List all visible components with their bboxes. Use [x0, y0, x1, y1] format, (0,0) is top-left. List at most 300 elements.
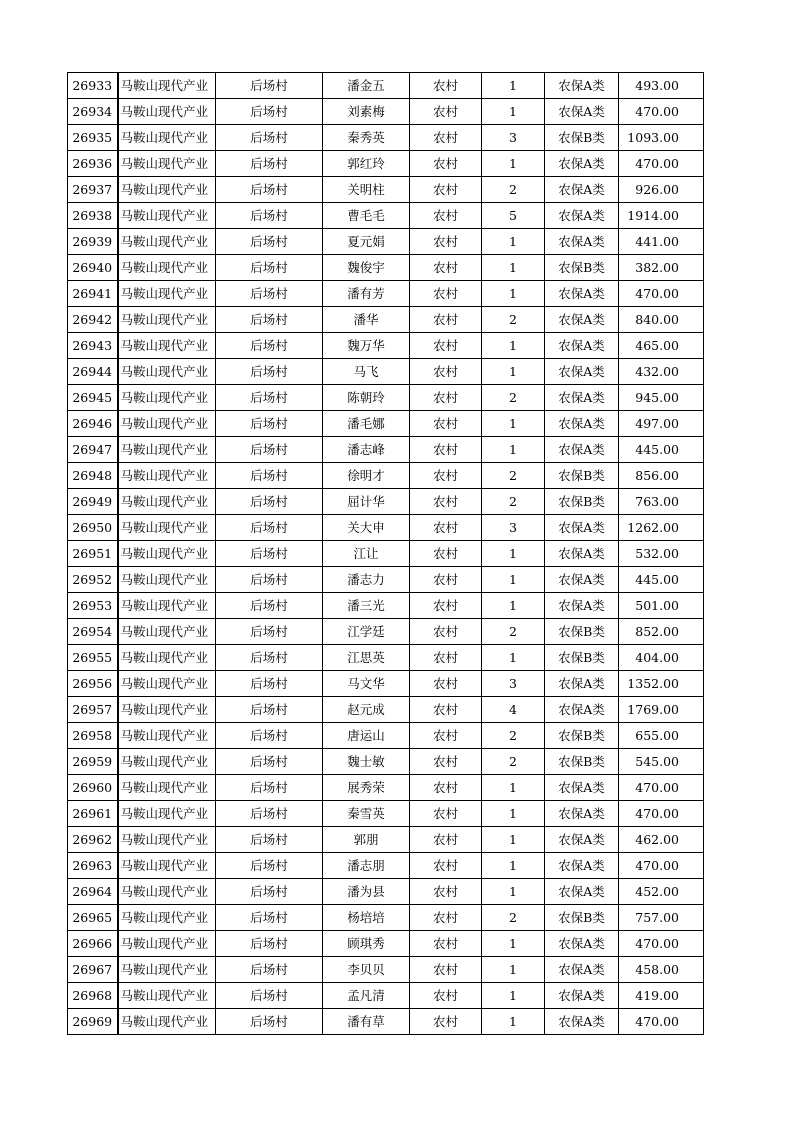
cell-village: 后场村 [216, 463, 323, 489]
cell-village: 后场村 [216, 489, 323, 515]
cell-amount: 465.00 [619, 333, 704, 359]
table-row [68, 125, 704, 151]
cell-person-name: 展秀荣 [323, 775, 410, 801]
cell-person-name: 魏万华 [323, 333, 410, 359]
cell-insurance-class: 农保A类 [545, 879, 619, 905]
cell-org-name: 马鞍山现代产业 [118, 333, 216, 359]
cell-insurance-class: 农保A类 [545, 333, 619, 359]
cell-amount: 470.00 [619, 281, 704, 307]
cell-row-id: 26935 [68, 125, 118, 151]
cell-org-name: 马鞍山现代产业 [118, 489, 216, 515]
table-row [68, 645, 704, 671]
cell-org-name: 马鞍山现代产业 [118, 255, 216, 281]
cell-amount: 432.00 [619, 359, 704, 385]
cell-row-id: 26947 [68, 437, 118, 463]
table-row [68, 515, 704, 541]
table-row [68, 99, 704, 125]
cell-person-name: 杨培培 [323, 905, 410, 931]
cell-amount: 1093.00 [619, 125, 704, 151]
cell-person-name: 江学廷 [323, 619, 410, 645]
cell-row-id: 26942 [68, 307, 118, 333]
cell-row-id: 26953 [68, 593, 118, 619]
cell-row-id: 26957 [68, 697, 118, 723]
table-row [68, 593, 704, 619]
cell-village: 后场村 [216, 645, 323, 671]
cell-insurance-class: 农保A类 [545, 411, 619, 437]
cell-insurance-class: 农保A类 [545, 203, 619, 229]
cell-row-id: 26934 [68, 99, 118, 125]
cell-area-type: 农村 [410, 515, 482, 541]
cell-village: 后场村 [216, 801, 323, 827]
cell-amount: 470.00 [619, 853, 704, 879]
cell-org-name: 马鞍山现代产业 [118, 749, 216, 775]
table-row [68, 151, 704, 177]
cell-village: 后场村 [216, 697, 323, 723]
cell-insurance-class: 农保A类 [545, 99, 619, 125]
cell-amount: 382.00 [619, 255, 704, 281]
cell-village: 后场村 [216, 541, 323, 567]
cell-member-count: 1 [482, 931, 545, 957]
cell-amount: 532.00 [619, 541, 704, 567]
cell-village: 后场村 [216, 281, 323, 307]
cell-insurance-class: 农保A类 [545, 671, 619, 697]
cell-amount: 493.00 [619, 73, 704, 99]
cell-insurance-class: 农保B类 [545, 463, 619, 489]
cell-insurance-class: 农保A类 [545, 931, 619, 957]
cell-insurance-class: 农保A类 [545, 983, 619, 1009]
cell-area-type: 农村 [410, 879, 482, 905]
cell-org-name: 马鞍山现代产业 [118, 853, 216, 879]
cell-person-name: 孟凡清 [323, 983, 410, 1009]
cell-amount: 470.00 [619, 931, 704, 957]
cell-insurance-class: 农保A类 [545, 73, 619, 99]
table-row [68, 411, 704, 437]
cell-village: 后场村 [216, 957, 323, 983]
cell-insurance-class: 农保B类 [545, 905, 619, 931]
cell-row-id: 26943 [68, 333, 118, 359]
cell-org-name: 马鞍山现代产业 [118, 619, 216, 645]
cell-member-count: 2 [482, 385, 545, 411]
cell-member-count: 3 [482, 125, 545, 151]
cell-village: 后场村 [216, 723, 323, 749]
cell-row-id: 26959 [68, 749, 118, 775]
cell-row-id: 26968 [68, 983, 118, 1009]
cell-person-name: 潘有芳 [323, 281, 410, 307]
cell-area-type: 农村 [410, 853, 482, 879]
cell-row-id: 26962 [68, 827, 118, 853]
cell-village: 后场村 [216, 567, 323, 593]
table-row [68, 281, 704, 307]
cell-village: 后场村 [216, 931, 323, 957]
cell-insurance-class: 农保A类 [545, 307, 619, 333]
cell-person-name: 潘志峰 [323, 437, 410, 463]
cell-row-id: 26967 [68, 957, 118, 983]
cell-amount: 1914.00 [619, 203, 704, 229]
cell-amount: 945.00 [619, 385, 704, 411]
cell-row-id: 26961 [68, 801, 118, 827]
cell-insurance-class: 农保A类 [545, 229, 619, 255]
cell-area-type: 农村 [410, 73, 482, 99]
cell-org-name: 马鞍山现代产业 [118, 437, 216, 463]
cell-person-name: 潘毛娜 [323, 411, 410, 437]
cell-member-count: 2 [482, 723, 545, 749]
cell-area-type: 农村 [410, 801, 482, 827]
cell-amount: 497.00 [619, 411, 704, 437]
cell-person-name: 秦雪英 [323, 801, 410, 827]
cell-member-count: 1 [482, 853, 545, 879]
cell-person-name: 潘志力 [323, 567, 410, 593]
table-row [68, 983, 704, 1009]
cell-amount: 404.00 [619, 645, 704, 671]
cell-person-name: 赵元成 [323, 697, 410, 723]
cell-village: 后场村 [216, 359, 323, 385]
table-row [68, 1009, 704, 1035]
cell-org-name: 马鞍山现代产业 [118, 645, 216, 671]
cell-org-name: 马鞍山现代产业 [118, 723, 216, 749]
cell-area-type: 农村 [410, 385, 482, 411]
cell-person-name: 潘为县 [323, 879, 410, 905]
cell-village: 后场村 [216, 73, 323, 99]
cell-area-type: 农村 [410, 593, 482, 619]
cell-amount: 458.00 [619, 957, 704, 983]
cell-area-type: 农村 [410, 151, 482, 177]
cell-amount: 763.00 [619, 489, 704, 515]
cell-village: 后场村 [216, 905, 323, 931]
cell-village: 后场村 [216, 879, 323, 905]
cell-insurance-class: 农保A类 [545, 697, 619, 723]
cell-member-count: 1 [482, 983, 545, 1009]
cell-member-count: 1 [482, 775, 545, 801]
cell-area-type: 农村 [410, 775, 482, 801]
table-row [68, 697, 704, 723]
cell-member-count: 2 [482, 619, 545, 645]
cell-village: 后场村 [216, 411, 323, 437]
cell-member-count: 1 [482, 801, 545, 827]
cell-insurance-class: 农保A类 [545, 541, 619, 567]
cell-amount: 452.00 [619, 879, 704, 905]
cell-row-id: 26946 [68, 411, 118, 437]
cell-village: 后场村 [216, 333, 323, 359]
cell-village: 后场村 [216, 671, 323, 697]
cell-insurance-class: 农保A类 [545, 853, 619, 879]
table-row [68, 879, 704, 905]
cell-member-count: 1 [482, 411, 545, 437]
cell-amount: 470.00 [619, 775, 704, 801]
cell-amount: 545.00 [619, 749, 704, 775]
cell-area-type: 农村 [410, 957, 482, 983]
cell-area-type: 农村 [410, 489, 482, 515]
cell-insurance-class: 农保A类 [545, 437, 619, 463]
table-row [68, 827, 704, 853]
cell-insurance-class: 农保A类 [545, 177, 619, 203]
table-row [68, 229, 704, 255]
cell-area-type: 农村 [410, 359, 482, 385]
cell-member-count: 1 [482, 73, 545, 99]
cell-member-count: 5 [482, 203, 545, 229]
cell-amount: 441.00 [619, 229, 704, 255]
cell-person-name: 李贝贝 [323, 957, 410, 983]
cell-village: 后场村 [216, 593, 323, 619]
cell-person-name: 魏俊宇 [323, 255, 410, 281]
cell-person-name: 马文华 [323, 671, 410, 697]
cell-person-name: 刘素梅 [323, 99, 410, 125]
cell-amount: 462.00 [619, 827, 704, 853]
cell-row-id: 26933 [68, 73, 118, 99]
cell-village: 后场村 [216, 619, 323, 645]
cell-area-type: 农村 [410, 463, 482, 489]
cell-row-id: 26944 [68, 359, 118, 385]
cell-person-name: 潘华 [323, 307, 410, 333]
cell-village: 后场村 [216, 749, 323, 775]
table-row [68, 957, 704, 983]
table-row [68, 177, 704, 203]
cell-org-name: 马鞍山现代产业 [118, 463, 216, 489]
cell-insurance-class: 农保B类 [545, 125, 619, 151]
cell-amount: 852.00 [619, 619, 704, 645]
cell-amount: 501.00 [619, 593, 704, 619]
cell-area-type: 农村 [410, 203, 482, 229]
cell-member-count: 1 [482, 879, 545, 905]
cell-area-type: 农村 [410, 99, 482, 125]
cell-area-type: 农村 [410, 983, 482, 1009]
cell-amount: 840.00 [619, 307, 704, 333]
cell-member-count: 1 [482, 645, 545, 671]
cell-org-name: 马鞍山现代产业 [118, 879, 216, 905]
cell-org-name: 马鞍山现代产业 [118, 1009, 216, 1035]
cell-row-id: 26937 [68, 177, 118, 203]
cell-village: 后场村 [216, 983, 323, 1009]
cell-person-name: 江让 [323, 541, 410, 567]
cell-row-id: 26948 [68, 463, 118, 489]
table-row [68, 931, 704, 957]
data-table [67, 72, 704, 1035]
cell-insurance-class: 农保A类 [545, 359, 619, 385]
cell-person-name: 潘金五 [323, 73, 410, 99]
cell-org-name: 马鞍山现代产业 [118, 515, 216, 541]
cell-person-name: 秦秀英 [323, 125, 410, 151]
cell-village: 后场村 [216, 229, 323, 255]
cell-insurance-class: 农保B类 [545, 619, 619, 645]
cell-area-type: 农村 [410, 125, 482, 151]
cell-member-count: 1 [482, 151, 545, 177]
cell-member-count: 1 [482, 281, 545, 307]
table-row [68, 905, 704, 931]
cell-org-name: 马鞍山现代产业 [118, 567, 216, 593]
cell-person-name: 郭红玲 [323, 151, 410, 177]
cell-member-count: 3 [482, 515, 545, 541]
cell-area-type: 农村 [410, 281, 482, 307]
cell-insurance-class: 农保A类 [545, 1009, 619, 1035]
cell-person-name: 夏元娟 [323, 229, 410, 255]
cell-row-id: 26963 [68, 853, 118, 879]
table-row [68, 671, 704, 697]
cell-person-name: 屈计华 [323, 489, 410, 515]
cell-area-type: 农村 [410, 567, 482, 593]
cell-village: 后场村 [216, 177, 323, 203]
cell-person-name: 顾琪秀 [323, 931, 410, 957]
table-row [68, 567, 704, 593]
cell-insurance-class: 农保A类 [545, 151, 619, 177]
cell-area-type: 农村 [410, 229, 482, 255]
cell-area-type: 农村 [410, 411, 482, 437]
cell-amount: 470.00 [619, 801, 704, 827]
cell-amount: 1262.00 [619, 515, 704, 541]
cell-row-id: 26969 [68, 1009, 118, 1035]
cell-org-name: 马鞍山现代产业 [118, 125, 216, 151]
cell-amount: 926.00 [619, 177, 704, 203]
cell-person-name: 曹毛毛 [323, 203, 410, 229]
cell-area-type: 农村 [410, 723, 482, 749]
table-row [68, 437, 704, 463]
cell-row-id: 26964 [68, 879, 118, 905]
cell-area-type: 农村 [410, 645, 482, 671]
cell-amount: 470.00 [619, 1009, 704, 1035]
cell-village: 后场村 [216, 853, 323, 879]
cell-member-count: 1 [482, 437, 545, 463]
cell-amount: 856.00 [619, 463, 704, 489]
cell-insurance-class: 农保A类 [545, 385, 619, 411]
cell-insurance-class: 农保B类 [545, 255, 619, 281]
cell-row-id: 26965 [68, 905, 118, 931]
cell-org-name: 马鞍山现代产业 [118, 229, 216, 255]
cell-amount: 470.00 [619, 99, 704, 125]
cell-insurance-class: 农保B类 [545, 749, 619, 775]
cell-area-type: 农村 [410, 931, 482, 957]
cell-member-count: 2 [482, 749, 545, 775]
cell-member-count: 2 [482, 307, 545, 333]
cell-insurance-class: 农保A类 [545, 957, 619, 983]
cell-org-name: 马鞍山现代产业 [118, 177, 216, 203]
cell-row-id: 26955 [68, 645, 118, 671]
cell-amount: 1352.00 [619, 671, 704, 697]
cell-village: 后场村 [216, 255, 323, 281]
cell-org-name: 马鞍山现代产业 [118, 411, 216, 437]
cell-village: 后场村 [216, 775, 323, 801]
cell-org-name: 马鞍山现代产业 [118, 151, 216, 177]
cell-area-type: 农村 [410, 619, 482, 645]
cell-org-name: 马鞍山现代产业 [118, 801, 216, 827]
cell-row-id: 26939 [68, 229, 118, 255]
cell-org-name: 马鞍山现代产业 [118, 697, 216, 723]
cell-amount: 1769.00 [619, 697, 704, 723]
cell-org-name: 马鞍山现代产业 [118, 281, 216, 307]
cell-village: 后场村 [216, 827, 323, 853]
cell-village: 后场村 [216, 125, 323, 151]
cell-org-name: 马鞍山现代产业 [118, 307, 216, 333]
cell-village: 后场村 [216, 151, 323, 177]
cell-row-id: 26938 [68, 203, 118, 229]
cell-row-id: 26936 [68, 151, 118, 177]
cell-village: 后场村 [216, 515, 323, 541]
cell-area-type: 农村 [410, 671, 482, 697]
cell-row-id: 26940 [68, 255, 118, 281]
cell-village: 后场村 [216, 1009, 323, 1035]
cell-member-count: 1 [482, 333, 545, 359]
cell-area-type: 农村 [410, 697, 482, 723]
cell-org-name: 马鞍山现代产业 [118, 99, 216, 125]
table-row [68, 73, 704, 99]
cell-member-count: 3 [482, 671, 545, 697]
cell-row-id: 26945 [68, 385, 118, 411]
cell-insurance-class: 农保B类 [545, 723, 619, 749]
table-row [68, 489, 704, 515]
cell-org-name: 马鞍山现代产业 [118, 671, 216, 697]
cell-area-type: 农村 [410, 255, 482, 281]
cell-row-id: 26949 [68, 489, 118, 515]
cell-area-type: 农村 [410, 749, 482, 775]
cell-area-type: 农村 [410, 905, 482, 931]
cell-member-count: 1 [482, 99, 545, 125]
table-row [68, 749, 704, 775]
cell-row-id: 26941 [68, 281, 118, 307]
cell-member-count: 1 [482, 1009, 545, 1035]
cell-area-type: 农村 [410, 177, 482, 203]
cell-org-name: 马鞍山现代产业 [118, 385, 216, 411]
cell-area-type: 农村 [410, 827, 482, 853]
table-row [68, 463, 704, 489]
table-row [68, 723, 704, 749]
cell-row-id: 26958 [68, 723, 118, 749]
cell-insurance-class: 农保B类 [545, 489, 619, 515]
cell-amount: 445.00 [619, 437, 704, 463]
cell-insurance-class: 农保A类 [545, 567, 619, 593]
cell-insurance-class: 农保A类 [545, 281, 619, 307]
cell-member-count: 2 [482, 463, 545, 489]
cell-village: 后场村 [216, 203, 323, 229]
cell-org-name: 马鞍山现代产业 [118, 905, 216, 931]
cell-org-name: 马鞍山现代产业 [118, 359, 216, 385]
cell-person-name: 潘有草 [323, 1009, 410, 1035]
cell-insurance-class: 农保A类 [545, 775, 619, 801]
table-row [68, 619, 704, 645]
cell-member-count: 1 [482, 593, 545, 619]
cell-member-count: 1 [482, 255, 545, 281]
table-row [68, 307, 704, 333]
table-row [68, 385, 704, 411]
cell-amount: 445.00 [619, 567, 704, 593]
cell-row-id: 26960 [68, 775, 118, 801]
cell-org-name: 马鞍山现代产业 [118, 931, 216, 957]
cell-member-count: 1 [482, 957, 545, 983]
cell-area-type: 农村 [410, 437, 482, 463]
cell-org-name: 马鞍山现代产业 [118, 203, 216, 229]
cell-row-id: 26956 [68, 671, 118, 697]
cell-area-type: 农村 [410, 333, 482, 359]
cell-person-name: 潘三光 [323, 593, 410, 619]
table-row [68, 255, 704, 281]
cell-row-id: 26951 [68, 541, 118, 567]
cell-person-name: 潘志朋 [323, 853, 410, 879]
cell-area-type: 农村 [410, 1009, 482, 1035]
cell-person-name: 江思英 [323, 645, 410, 671]
table-row [68, 801, 704, 827]
cell-insurance-class: 农保A类 [545, 827, 619, 853]
cell-village: 后场村 [216, 99, 323, 125]
cell-org-name: 马鞍山现代产业 [118, 593, 216, 619]
cell-village: 后场村 [216, 437, 323, 463]
cell-member-count: 1 [482, 229, 545, 255]
cell-member-count: 2 [482, 489, 545, 515]
cell-amount: 655.00 [619, 723, 704, 749]
cell-person-name: 关大申 [323, 515, 410, 541]
cell-row-id: 26952 [68, 567, 118, 593]
cell-org-name: 马鞍山现代产业 [118, 73, 216, 99]
cell-member-count: 2 [482, 905, 545, 931]
cell-person-name: 关明柱 [323, 177, 410, 203]
cell-org-name: 马鞍山现代产业 [118, 541, 216, 567]
table-row [68, 853, 704, 879]
table-row [68, 541, 704, 567]
